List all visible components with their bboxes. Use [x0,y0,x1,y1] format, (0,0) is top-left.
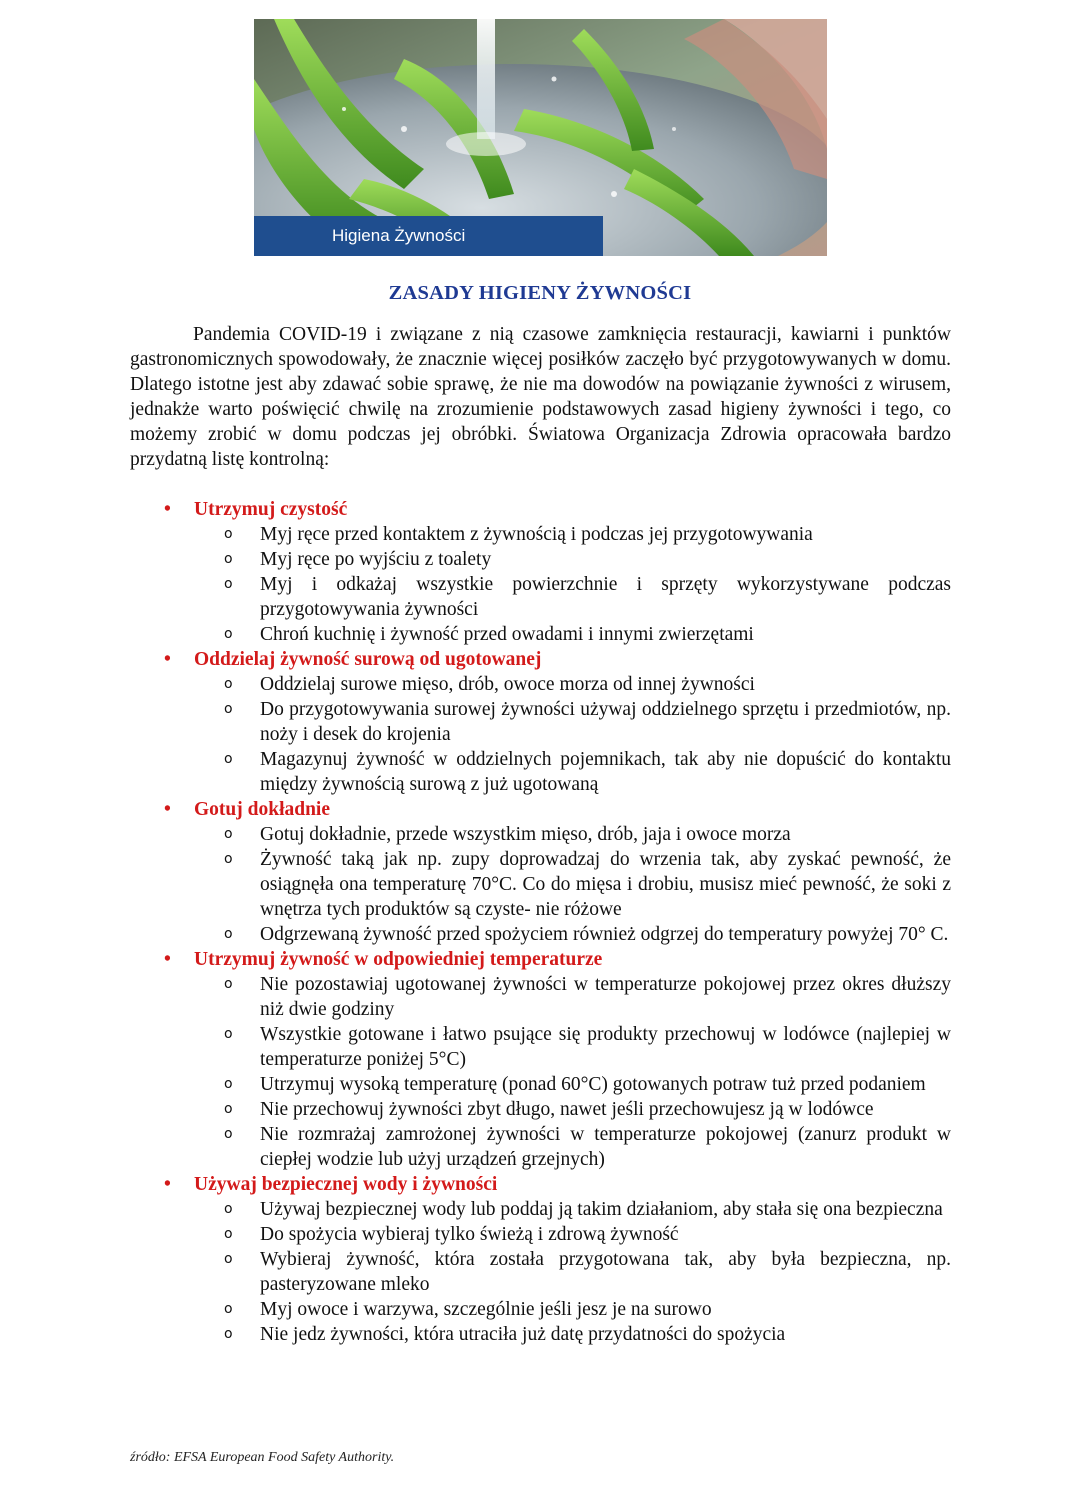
list-item [194,697,951,747]
checklist-section [130,797,951,947]
list-item-text: Oddzielaj surowe mięso, drób, owoce morza od innej żywności [260,674,755,695]
section-heading: Gotuj dokładnie [194,799,330,820]
list-item [194,672,951,697]
list-item-text: Wszystkie gotowane i łatwo psujące się produkty przechowuj w lodówce (najlepiej w temperaturze poniżej 5°C) [260,1024,951,1070]
checklist-section [130,647,951,797]
circle-bullet-icon: o [224,1126,233,1142]
section-items [194,672,951,797]
list-item-text: Gotuj dokładnie, przede wszystkim mięso, drób, jaja i owoce morza [260,824,791,845]
list-item [194,1222,951,1247]
list-item [194,1297,951,1322]
list-item-text: Utrzymuj wysoką temperaturę (ponad 60°C) gotowanych potraw tuż przed podaniem [260,1074,926,1095]
section-heading: Utrzymuj czystość [194,499,348,520]
circle-bullet-icon: o [224,576,233,592]
circle-bullet-icon: o [224,976,233,992]
list-item [194,522,951,547]
circle-bullet-icon: o [224,1076,233,1092]
circle-bullet-icon: o [224,1301,233,1317]
list-item-text: Wybieraj żywność, która została przygotowana tak, aby była bezpieczna, np. pasteryzowane mleko [260,1249,951,1295]
checklist [130,497,951,1347]
list-item-text: Myj i odkażaj wszystkie powierzchnie i sprzęty wykorzystywane podczas przygotowywania żywności [260,574,951,620]
banner-caption: Higiena Żywności [332,226,466,245]
list-item-text: Nie przechowuj żywności zbyt długo, nawet jeśli przechowujesz ją w lodówce [260,1099,874,1120]
list-item [194,547,951,572]
list-item [194,1097,951,1122]
list-item-text: Myj ręce przed kontaktem z żywnością i podczas jej przygotowywania [260,524,813,545]
checklist-section [130,1172,951,1347]
list-item [194,747,951,797]
list-item [194,922,951,947]
circle-bullet-icon: o [224,551,233,567]
circle-bullet-icon: o [224,1201,233,1217]
list-item [194,1247,951,1297]
list-item [194,1022,951,1072]
section-items [194,972,951,1172]
list-item-text: Myj owoce i warzywa, szczególnie jeśli jesz je na surowo [260,1299,712,1320]
list-item-text: Żywność taką jak np. zupy doprowadzaj do wrzenia tak, aby zyskać pewność, że osiągnęła ona temperaturę 70°C. Co do mięsa i drobiu, musisz mieć pewność, że soki z wnętrza tych produktów są czyste- nie różowe [260,849,951,920]
bullet-icon: • [164,649,171,670]
section-heading: Używaj bezpiecznej wody i żywności [194,1174,498,1195]
list-item-text: Używaj bezpiecznej wody lub poddaj ją takim działaniom, aby stała się ona bezpieczna [260,1199,943,1220]
circle-bullet-icon: o [224,676,233,692]
list-item [194,972,951,1022]
list-item-text: Do przygotowywania surowej żywności używaj oddzielnego sprzętu i przedmiotów, np. noży i desek do krojenia [260,699,951,745]
circle-bullet-icon: o [224,626,233,642]
banner-caption-bar [254,216,603,256]
list-item [194,1072,951,1097]
circle-bullet-icon: o [224,826,233,842]
circle-bullet-icon: o [224,526,233,542]
circle-bullet-icon: o [224,701,233,717]
list-item [194,1197,951,1222]
list-item-text: Nie pozostawiaj ugotowanej żywności w temperaturze pokojowej przez okres dłuższy niż dwie godziny [260,974,951,1020]
checklist-section [130,497,951,647]
list-item-text: Chroń kuchnię i żywność przed owadami i innymi zwierzętami [260,624,754,645]
source-note: źródło: EFSA European Food Safety Authority. [130,1450,395,1465]
section-heading: Oddzielaj żywność surową od ugotowanej [194,649,542,670]
circle-bullet-icon: o [224,1326,233,1342]
circle-bullet-icon: o [224,1101,233,1117]
list-item-text: Magazynuj żywność w oddzielnych pojemnikach, tak aby nie dopuścić do kontaktu między żywnością surową z już ugotowaną [260,749,951,795]
bullet-icon: • [164,1174,171,1195]
section-items [194,822,951,947]
bullet-icon: • [164,499,171,520]
page-title: ZASADY HIGIENY ŻYWNOŚCI [388,282,692,304]
section-heading: Utrzymuj żywność w odpowiedniej temperaturze [194,949,603,970]
circle-bullet-icon: o [224,926,233,942]
circle-bullet-icon: o [224,1251,233,1267]
list-item [194,822,951,847]
list-item-text: Do spożycia wybieraj tylko świeżą i zdrową żywność [260,1224,679,1245]
list-item-text: Nie jedz żywności, która utraciła już datę przydatności do spożycia [260,1324,786,1345]
list-item [194,622,951,647]
circle-bullet-icon: o [224,1026,233,1042]
list-item-text: Odgrzewaną żywność przed spożyciem również odgrzej do temperatury powyżej 70° C. [260,924,949,945]
list-item-text: Myj ręce po wyjściu z toalety [260,549,492,570]
circle-bullet-icon: o [224,1226,233,1242]
circle-bullet-icon: o [224,851,233,867]
document-body [130,322,951,1347]
checklist-section [130,947,951,1172]
banner [254,19,827,256]
bullet-icon: • [164,949,171,970]
section-items [194,1197,951,1347]
circle-bullet-icon: o [224,751,233,767]
list-item [194,847,951,922]
list-item [194,572,951,622]
list-item [194,1322,951,1347]
bullet-icon: • [164,799,171,820]
intro-paragraph: Pandemia COVID-19 i związane z nią czasowe zamknięcia restauracji, kawiarni i punktów gastronomicznych spowodowały, że znacznie więcej posiłków zaczęło być przygotowywanych w domu. Dlatego istotne jest aby zdawać sobie sprawę, że nie ma dowodów na powiązanie żywności z wirusem, jednakże warto poświęcić chwilę na zrozumienie podstawowych zasad higieny żywności i tego, co możemy zrobić w domu podczas jej obróbki. Światowa Organizacja Zdrowia opracowała bardzo przydatną listę kontrolną: [130,324,951,470]
list-item [194,1122,951,1172]
list-item-text: Nie rozmrażaj zamrożonej żywności w temperaturze pokojowej (zanurz produkt w ciepłej wodzie lub użyj urządzeń grzejnych) [260,1124,951,1170]
section-items [194,522,951,647]
